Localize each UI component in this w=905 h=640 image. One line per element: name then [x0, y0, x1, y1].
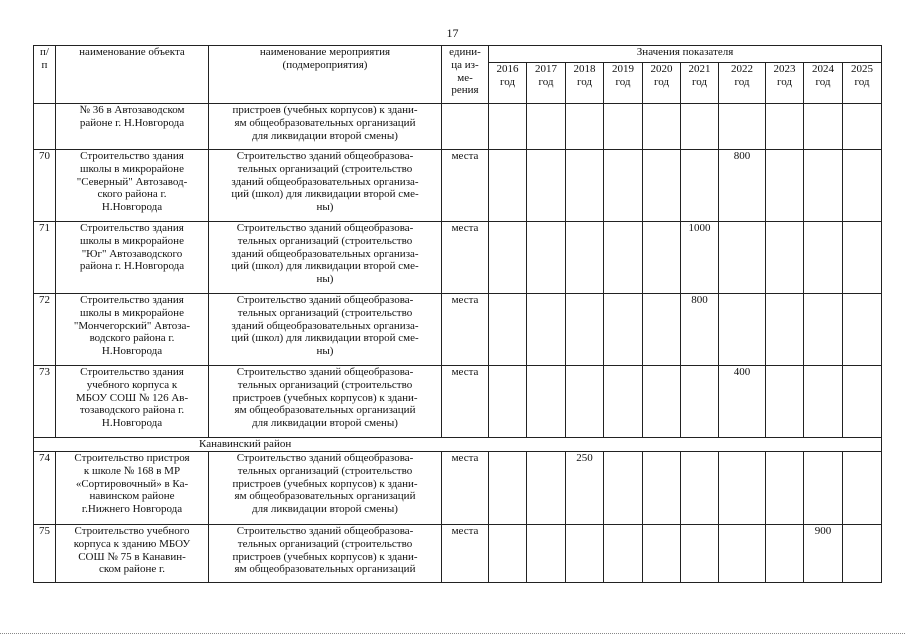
page-bottom-border	[0, 633, 905, 636]
row-unit-cell	[442, 366, 489, 438]
header-year	[643, 63, 681, 104]
row-measure-name-cell	[209, 525, 442, 583]
table-row	[34, 104, 882, 150]
header-year-value: 2018	[573, 63, 596, 75]
indicator-table	[33, 45, 882, 583]
row-object-name: № 36 в Автозаводском районе г. Н.Новгорода	[79, 104, 185, 129]
row-object-name: Строительство учебного корпуса к зданию МБОУ СОШ № 75 в Канавин- ском районе г.	[73, 525, 191, 576]
row-value-cell	[843, 452, 882, 525]
row-measure-name-cell	[209, 294, 442, 366]
row-unit: места	[451, 525, 479, 537]
header-year-suffix: год	[538, 75, 554, 88]
row-value-cell	[643, 525, 681, 583]
section-title: Канавинский район	[34, 438, 882, 452]
table-row	[34, 294, 882, 366]
header-year	[719, 63, 766, 104]
row-value-cell	[527, 294, 566, 366]
row-value-cell	[489, 452, 527, 525]
row-object-name-cell	[56, 150, 209, 222]
header-year-suffix: год	[815, 75, 831, 88]
row-value-cell	[719, 104, 766, 150]
header-year-suffix: год	[576, 75, 593, 88]
header-year	[681, 63, 719, 104]
header-year	[804, 63, 843, 104]
row-value-cell	[766, 150, 804, 222]
row-value-cell	[566, 104, 604, 150]
row-value-cell	[566, 150, 604, 222]
page-number: 17	[446, 26, 459, 40]
header-measure-text: наименование мероприятия (подмероприятия)	[259, 46, 391, 71]
row-measure-name: Строительство зданий общеобразова- тельных организаций (строительство зданий общеобразовательных организа- ций (школ) для ликвидации второй сме- ны)	[231, 150, 419, 214]
row-value-cell	[681, 294, 719, 366]
header-year	[766, 63, 804, 104]
row-object-name: Строительство здания учебного корпуса к МБОУ СОШ № 126 Ав- тозаводского района г. Н.Новгорода	[75, 366, 189, 430]
row-number-cell	[34, 366, 56, 438]
header-year-suffix: год	[854, 75, 870, 88]
row-object-name: Строительство здания школы в микрорайоне "Северный" Автозавод- ского района г. Н.Новгорода	[76, 150, 188, 214]
header-year-suffix: год	[615, 75, 631, 88]
row-value-cell	[643, 150, 681, 222]
row-value-cell	[719, 452, 766, 525]
row-unit-cell	[442, 222, 489, 294]
row-object-name-cell	[56, 452, 209, 525]
header-year-suffix: год	[734, 75, 750, 88]
row-number-cell	[34, 294, 56, 366]
row-value-cell	[843, 366, 882, 438]
row-value-cell	[804, 452, 843, 525]
header-object	[56, 46, 209, 104]
row-value-cell	[566, 525, 604, 583]
row-value-cell	[804, 222, 843, 294]
row-value-cell	[766, 294, 804, 366]
row-measure-name: Строительство зданий общеобразова- тельных организаций (строительство зданий общеобразовательных организа- ций (школ) для ликвидации второй сме- ны)	[231, 222, 419, 286]
row-value-cell	[527, 150, 566, 222]
row-object-name: Строительство пристроя к школе № 168 в МР «Сортировочный» в Ка- навинском районе г.Нижнего Новгорода	[74, 452, 190, 516]
row-object-name-cell	[56, 222, 209, 294]
header-year	[527, 63, 566, 104]
row-value-cell	[766, 104, 804, 150]
row-value-cell	[843, 525, 882, 583]
row-object-name-cell	[56, 366, 209, 438]
header-year	[843, 63, 882, 104]
table-row	[34, 366, 882, 438]
row-value-cell	[681, 150, 719, 222]
header-year	[489, 63, 527, 104]
row-value-cell	[643, 104, 681, 150]
row-value-cell	[766, 525, 804, 583]
header-object-text: наименование объекта	[79, 46, 185, 58]
row-value-cell	[643, 222, 681, 294]
table-row	[34, 452, 882, 525]
row-value-cell	[766, 452, 804, 525]
row-unit: места	[451, 452, 479, 464]
row-value-cell	[527, 104, 566, 150]
row-number: 73	[39, 366, 50, 378]
row-number-cell	[34, 452, 56, 525]
row-value-cell	[681, 525, 719, 583]
row-value-cell	[843, 150, 882, 222]
row-value-cell	[604, 104, 643, 150]
row-value: 900	[814, 525, 832, 537]
row-value-cell	[804, 525, 843, 583]
row-value-cell	[719, 525, 766, 583]
row-number-cell	[34, 525, 56, 583]
row-value-cell	[643, 366, 681, 438]
row-measure-name: Строительство зданий общеобразова- тельных организаций (строительство зданий общеобразовательных организа- ций (школ) для ликвидации второй сме- ны)	[231, 294, 419, 358]
row-value: 250	[576, 452, 593, 464]
row-unit-cell	[442, 525, 489, 583]
row-value-cell	[843, 104, 882, 150]
row-value-cell	[804, 104, 843, 150]
row-value-cell	[681, 104, 719, 150]
row-value: 400	[733, 366, 751, 378]
row-measure-name-cell	[209, 150, 442, 222]
row-value-cell	[527, 222, 566, 294]
row-unit-cell	[442, 294, 489, 366]
row-value-cell	[719, 294, 766, 366]
header-year-value: 2022	[731, 63, 753, 75]
row-value-cell	[489, 150, 527, 222]
row-value-cell	[719, 222, 766, 294]
row-value-cell	[843, 222, 882, 294]
row-number: 70	[39, 150, 50, 162]
row-measure-name-cell	[209, 222, 442, 294]
row-value-cell	[643, 294, 681, 366]
row-number: 75	[39, 525, 50, 537]
row-value-cell	[489, 525, 527, 583]
header-year-value: 2017	[535, 63, 557, 75]
row-unit: места	[451, 366, 479, 378]
row-measure-name-cell	[209, 366, 442, 438]
row-value-cell	[604, 222, 643, 294]
row-value-cell	[804, 150, 843, 222]
header-measure	[209, 46, 442, 104]
row-object-name-cell	[56, 294, 209, 366]
row-value-cell	[489, 104, 527, 150]
row-value-cell	[527, 366, 566, 438]
header-year-value: 2024	[812, 63, 834, 75]
row-value-cell	[489, 294, 527, 366]
header-year-suffix: год	[691, 75, 708, 88]
row-number-cell	[34, 222, 56, 294]
row-value: 1000	[688, 222, 711, 234]
row-object-name-cell	[56, 104, 209, 150]
table-row	[34, 150, 882, 222]
row-value-cell	[643, 452, 681, 525]
row-measure-name-cell	[209, 104, 442, 150]
row-number-cell	[34, 104, 56, 150]
table-row	[34, 525, 882, 583]
row-object-name: Строительство здания школы в микрорайоне "Юг" Автозаводского района г. Н.Новгорода	[79, 222, 185, 273]
row-unit: места	[451, 222, 479, 234]
row-unit-cell	[442, 150, 489, 222]
header-year-value: 2021	[688, 63, 711, 75]
row-value-cell	[566, 366, 604, 438]
header-year-suffix: год	[653, 75, 670, 88]
row-value-cell	[719, 150, 766, 222]
header-unit-text: едини- ца из- ме- рения	[449, 46, 481, 97]
row-number: 74	[39, 452, 50, 464]
row-value-cell	[489, 222, 527, 294]
row-value-cell	[566, 452, 604, 525]
row-value-cell	[604, 452, 643, 525]
row-measure-name: пристроев (учебных корпусов) к здани- ям общеобразовательных организаций для ликвидации второй смены)	[232, 104, 418, 142]
row-value-cell	[681, 366, 719, 438]
header-year-value: 2025	[851, 63, 874, 75]
header-year-value: 2020	[650, 63, 673, 75]
row-value-cell	[566, 294, 604, 366]
header-year	[566, 63, 604, 104]
header-year	[604, 63, 643, 104]
header-values-title	[489, 46, 882, 63]
row-value-cell	[804, 294, 843, 366]
header-unit	[442, 46, 489, 104]
row-value-cell	[604, 525, 643, 583]
row-value-cell	[804, 366, 843, 438]
row-value-cell	[566, 222, 604, 294]
row-value-cell	[604, 366, 643, 438]
row-measure-name: Строительство зданий общеобразова- тельных организаций (строительство пристроев (учебных корпусов) к здани- ям общеобразовательных организаций для ликвидации второй смены)	[232, 366, 418, 430]
row-unit: места	[451, 150, 479, 162]
row-value: 800	[691, 294, 708, 306]
row-number: 71	[39, 222, 50, 234]
header-year-value: 2019	[612, 63, 634, 75]
row-value-cell	[681, 222, 719, 294]
row-value-cell	[604, 294, 643, 366]
header-num-text: п/ п	[40, 46, 49, 71]
header-year-suffix: год	[499, 75, 516, 88]
row-unit-cell	[442, 104, 489, 150]
row-unit-cell	[442, 452, 489, 525]
row-value-cell	[527, 525, 566, 583]
row-measure-name: Строительство зданий общеобразова- тельных организаций (строительство пристроев (учебных корпусов) к здани- ям общеобразовательных организаций	[232, 525, 418, 576]
row-number-cell	[34, 150, 56, 222]
header-num	[34, 46, 56, 104]
row-value-cell	[843, 294, 882, 366]
row-object-name-cell	[56, 525, 209, 583]
header-values-title-text: Значения показателя	[636, 46, 734, 58]
row-number: 72	[39, 294, 50, 306]
row-value-cell	[766, 366, 804, 438]
row-value-cell	[719, 366, 766, 438]
header-year-value: 2016	[496, 63, 519, 75]
row-value: 800	[733, 150, 751, 162]
row-measure-name: Строительство зданий общеобразова- тельных организаций (строительство пристроев (учебных корпусов) к здани- ям общеобразовательных организаций для ликвидации второй смены)	[232, 452, 418, 516]
row-unit: места	[451, 294, 479, 306]
row-value-cell	[489, 366, 527, 438]
header-year-suffix: год	[776, 75, 793, 88]
section-row	[34, 438, 882, 452]
row-value-cell	[604, 150, 643, 222]
row-value-cell	[527, 452, 566, 525]
table-row	[34, 222, 882, 294]
header-year-value: 2023	[773, 63, 796, 75]
row-measure-name-cell	[209, 452, 442, 525]
row-value-cell	[681, 452, 719, 525]
row-value-cell	[766, 222, 804, 294]
row-object-name: Строительство здания школы в микрорайоне "Мончегорский" Автоза- водского района г. Н.Новгорода	[73, 294, 191, 358]
